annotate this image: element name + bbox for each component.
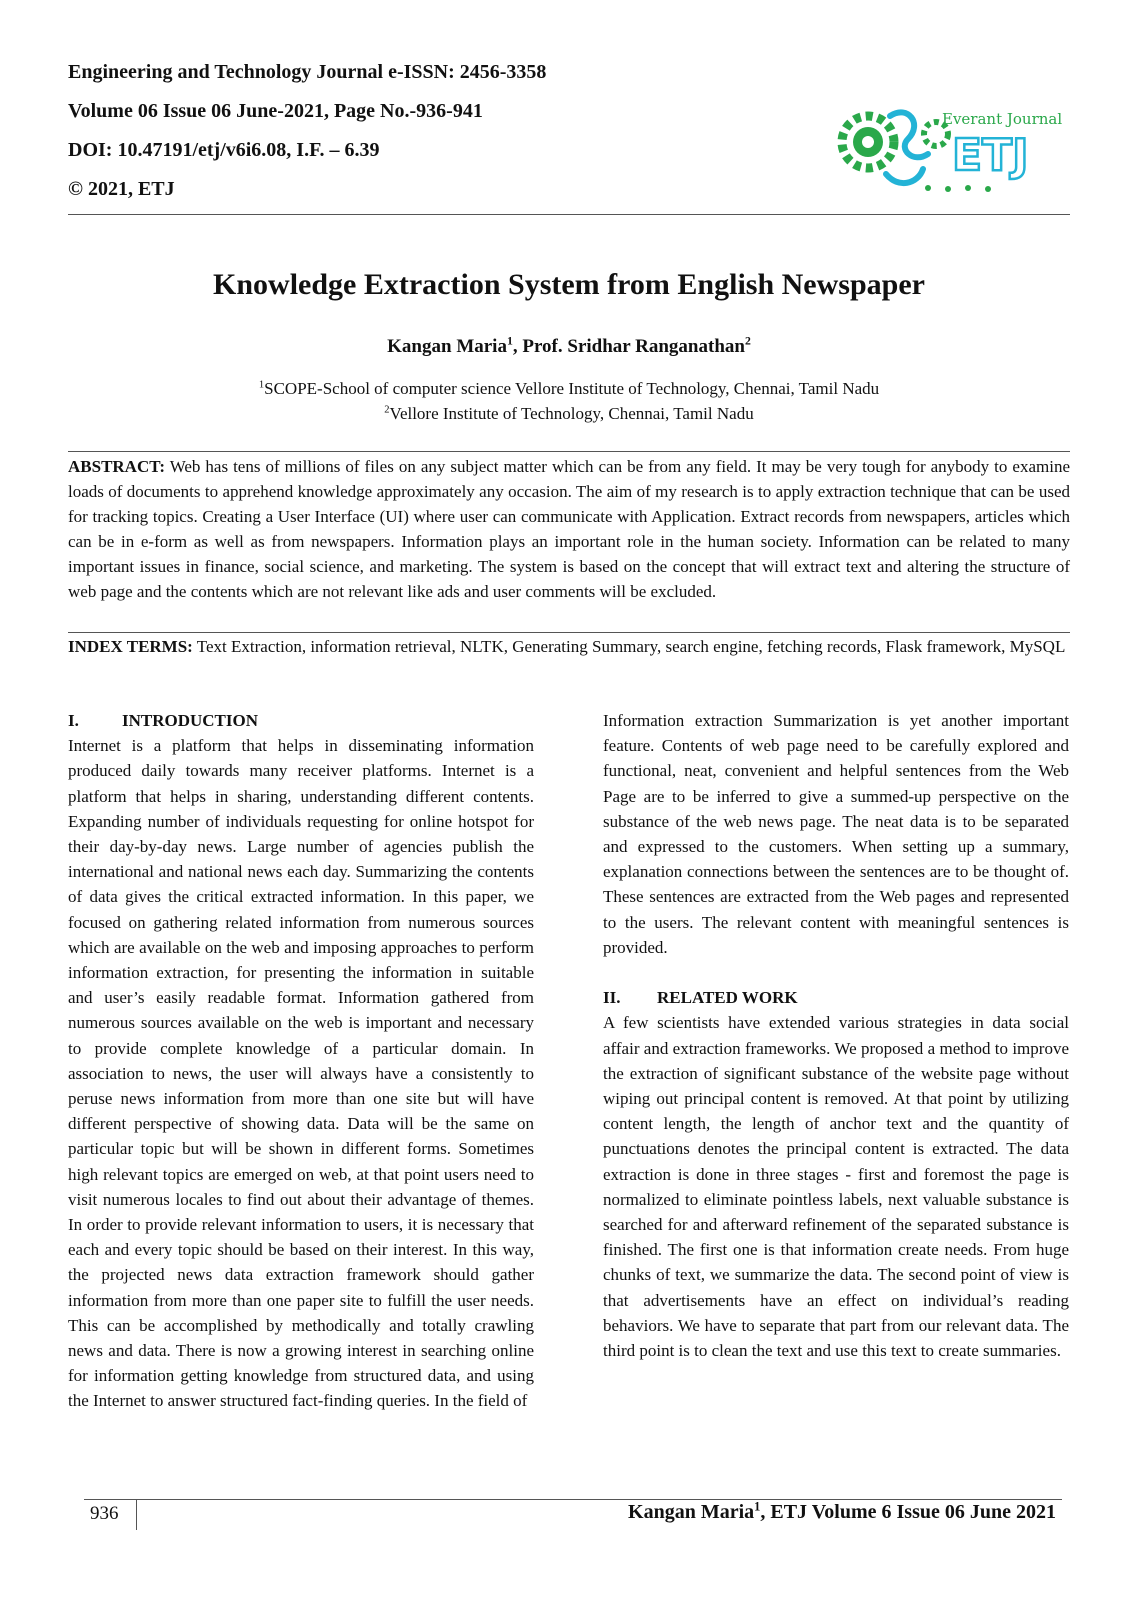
section-title: INTRODUCTION <box>122 711 259 730</box>
logo-text-main: ETJ <box>952 130 1029 181</box>
affiliation-1-text: SCOPE-School of computer science Vellore Institute of Technology, Chennai, Tamil Nadu <box>264 379 880 398</box>
author-list <box>68 336 1070 358</box>
paper-title: Knowledge Extraction System from English Newspaper <box>213 268 925 301</box>
index-terms-label: INDEX TERMS: <box>68 637 193 656</box>
logo-bottom-ornament <box>925 185 991 192</box>
index-terms-text: Text Extraction, information retrieval, NLTK, Generating Summary, search engine, fetching records, Flask framework, MySQL <box>196 637 1066 656</box>
abstract <box>68 454 1070 605</box>
footer-author: Kangan Maria <box>628 1501 755 1523</box>
author-1: Kangan Maria <box>387 336 507 357</box>
abstract-bottom-divider <box>68 632 1070 633</box>
section-title: RELATED WORK <box>657 988 798 1008</box>
index-terms <box>68 634 1070 659</box>
author-1-mark: 1 <box>506 334 513 348</box>
copyright: © 2021, ETJ <box>68 178 175 200</box>
footer-author-mark: 1 <box>754 1499 761 1514</box>
affiliation-2-mark: 2 <box>384 404 390 416</box>
gear-icon <box>842 116 894 168</box>
doi-info: DOI: 10.47191/etj/v6i6.08, I.F. – 6.39 <box>68 139 380 161</box>
section-heading-related-work <box>603 985 1069 1010</box>
author-2: Prof. Sridhar Ranganathan <box>522 336 745 357</box>
header-divider <box>68 214 1070 215</box>
affiliation-2-text: Vellore Institute of Technology, Chennai, Tamil Nadu <box>389 404 754 423</box>
affiliation-1 <box>68 376 1070 401</box>
author-2-mark: 2 <box>744 334 751 348</box>
section-number: I. <box>68 711 79 730</box>
footer-citation <box>628 1501 1056 1524</box>
section-number: II. <box>603 988 621 1008</box>
logo-text-top: Everant Journal <box>942 110 1063 128</box>
affiliation-2 <box>68 401 1070 426</box>
section-heading-introduction <box>68 708 534 733</box>
journal-header <box>68 62 668 218</box>
etj-logo <box>828 94 1063 198</box>
abstract-text: Web has tens of millions of files on any subject matter which can be from any field. It may be very tough for anybody to examine loads of documents to apprehend knowledge approximately any occasion. The aim of my research is to apply extraction technique that can be used for tracking topics. Creating a User Interface (UI) where user can communicate with Application. Extract records from newspapers, articles which can be in e-form as well as from newspapers. Information plays an important role in the human society. Information can be related to many important issues in finance, social science, and marketing. The system is based on the concept that will extract text and altering the structure of web page and the contents which are not relevant like ads and user comments will be excluded. <box>68 457 1070 602</box>
left-column <box>68 708 534 1414</box>
author-separator: , <box>512 336 523 357</box>
abstract-top-divider <box>68 451 1070 452</box>
affiliations <box>68 376 1070 426</box>
footer-separator <box>136 1500 137 1530</box>
journal-name: Engineering and Technology Journal e-ISSN: 2456-3358 <box>68 61 547 83</box>
introduction-text: Internet is a platform that helps in disseminating information produced daily towards many receiver platforms. Internet is a platform that helps in sharing, understanding different contents. Expanding number of individuals requesting for online hotspot for their day-by-day news. Large number of agencies publish the international and national news each day. Summarizing the contents of data gives the critical extracted information. In this paper, we focused on gathering related information from numerous sources which are available on the web and imposing approaches to perform information extraction, for presenting the information in suitable and user’s easily readable format. Information gathered from numerous sources available on the web is important and necessary to provide complete knowledge of a particular domain. In association to news, the user will always have a consistently to peruse news information from more than one site but will have different perspective of showing data. Data will be the same on particular topic but will be shown in different forms. Sometimes high relevant topics are emerged on web, at that point users need to visit numerous locales to find out about their advantage of themes. In order to provide relevant information to users, it is necessary that each and every topic should be based on their interest. In this way, the projected news data extraction framework should gather information from more than one paper site to fulfill the user needs. This can be accomplished by methodically and totally crawling news and data. There is now a growing interest in searching online for information getting knowledge from structured data, and using the Internet to answer structured fact-finding queries. In the field of <box>68 736 534 1411</box>
related-work-text: A few scientists have extended various strategies in data social affair and extraction frameworks. We proposed a method to improve the extraction of significant substance of the website page without wiping out principal content is removed. At that point by utilizing content length, the length of anchor text and the quantity of punctuations denotes the principal content is extracted. The data extraction is done in three stages - first and foremost the page is normalized to eliminate pointless labels, next valuable substance is searched for and afterward refinement of the separated substance is finished. The first one is that information create needs. From huge chunks of text, we summarize the data. The second point of view is that advertisements have an effect on individual’s reading behaviors. We have to separate that part from our relevant data. The third point is to clean the text and use this text to create summaries. <box>603 1013 1069 1361</box>
footer-divider <box>84 1499 1062 1500</box>
volume-info: Volume 06 Issue 06 June-2021, Page No.-936-941 <box>68 100 483 122</box>
right-column <box>603 708 1069 1363</box>
affiliation-1-mark: 1 <box>258 379 265 391</box>
footer-journal: , ETJ Volume 6 Issue 06 June 2021 <box>760 1501 1056 1523</box>
introduction-continued-text: Information extraction Summarization is yet another important feature. Contents of web page need to be carefully explored and functional, neat, convenient and helpful sentences from the Web Page are to be inferred to give a summed-up perspective on the substance of the web news page. The neat data is to be separated and expressed to the customers. When setting up a summary, explanation connections between the sentences are to be thought of. These sentences are extracted from the Web pages and represented to the users. The relevant content with meaningful sentences is provided. <box>603 711 1069 957</box>
page-number: 936 <box>90 1503 119 1524</box>
abstract-label: ABSTRACT: <box>68 457 165 476</box>
